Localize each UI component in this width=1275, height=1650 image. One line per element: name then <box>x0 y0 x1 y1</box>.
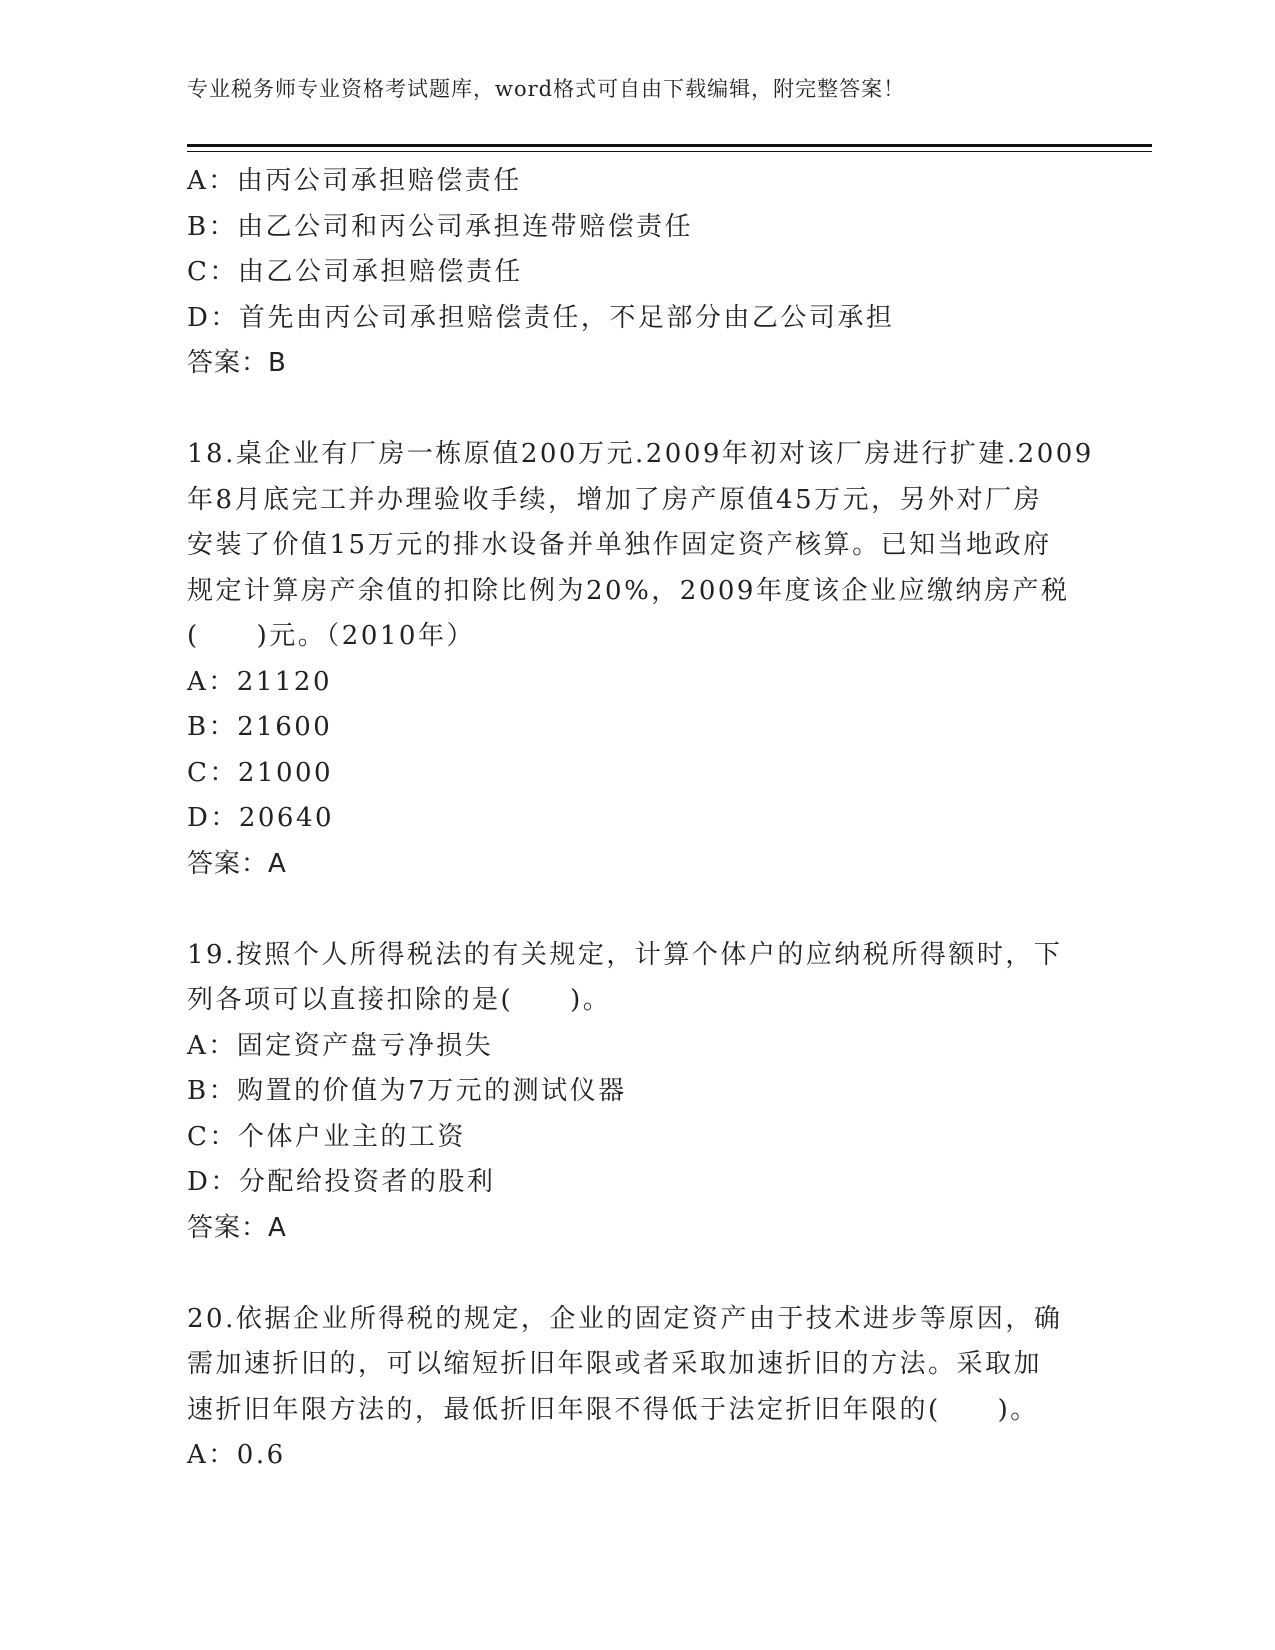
q18-stem-line: ( )元。（2010年） <box>187 621 475 651</box>
q18-option-c: C：21000 <box>187 757 334 788</box>
spacer <box>187 1251 1087 1297</box>
q20-stem-line: 需加速折旧的，可以缩短折旧年限或者采取加速折旧的方法。采取加 <box>187 1349 1043 1379</box>
q18-stem-line: 18.桌企业有厂房一栋原值200万元.2009年初对该厂房进行扩建.2009 <box>187 439 1094 469</box>
spacer <box>187 387 1087 433</box>
q19-option-d: D：分配给投资者的股利 <box>187 1167 496 1197</box>
question-20-block <box>187 1297 1087 1479</box>
q19-stem-line: 19.按照个人所得税法的有关规定，计算个体户的应纳税所得额时，下 <box>187 939 1063 970</box>
q18-stem-line: 安装了价值15万元的排水设备并单独作固定资产核算。已知当地政府 <box>187 530 1052 560</box>
q17-option-b: B：由乙公司和丙公司承担连带赔偿责任 <box>187 211 694 242</box>
q18-option-d: D：20640 <box>187 803 335 833</box>
q19-option-c: C：个体户业主的工资 <box>187 1121 466 1152</box>
page-header: 专业税务师专业资格考试题库，word格式可自由下载编辑，附完整答案！ <box>187 77 906 101</box>
q18-option-a: A：21120 <box>187 666 332 697</box>
question-17-block <box>187 159 1087 387</box>
header-rule-thin <box>187 151 1152 152</box>
q17-option-a: A：由丙公司承担赔偿责任 <box>187 166 522 196</box>
question-19-block <box>187 933 1087 1252</box>
q19-stem-line: 列各项可以直接扣除的是( )。 <box>187 985 612 1015</box>
q18-stem-line: 规定计算房产余值的扣除比例为20%，2009年度该企业应缴纳房产税 <box>187 575 1070 606</box>
q17-answer: 答案：B <box>187 348 287 378</box>
q20-option-a: A：0.6 <box>187 1440 286 1470</box>
q19-option-a: A：固定资产盘亏净损失 <box>187 1030 494 1061</box>
q17-option-c: C：由乙公司承担赔偿责任 <box>187 257 523 287</box>
q19-option-b: B：购置的价值为7万元的测试仪器 <box>187 1076 627 1106</box>
header-rule-thick <box>187 144 1152 147</box>
q20-stem-line: 速折旧年限方法的，最低折旧年限不得低于法定折旧年限的( )。 <box>187 1394 1039 1425</box>
question-18-block <box>187 432 1094 887</box>
q19-answer: 答案：A <box>187 1212 287 1243</box>
q18-option-b: B：21600 <box>187 712 333 742</box>
spacer <box>187 887 1087 933</box>
q20-stem-line: 20.依据企业所得税的规定，企业的固定资产由于技术进步等原因，确 <box>187 1303 1063 1334</box>
question-list <box>187 159 1094 1479</box>
q18-answer: 答案：A <box>187 848 287 879</box>
q18-stem-line: 年8月底完工并办理验收手续，增加了房产原值45万元，另外对厂房 <box>187 484 1043 515</box>
q17-option-d: D：首先由丙公司承担赔偿责任，不足部分由乙公司承担 <box>187 302 895 333</box>
